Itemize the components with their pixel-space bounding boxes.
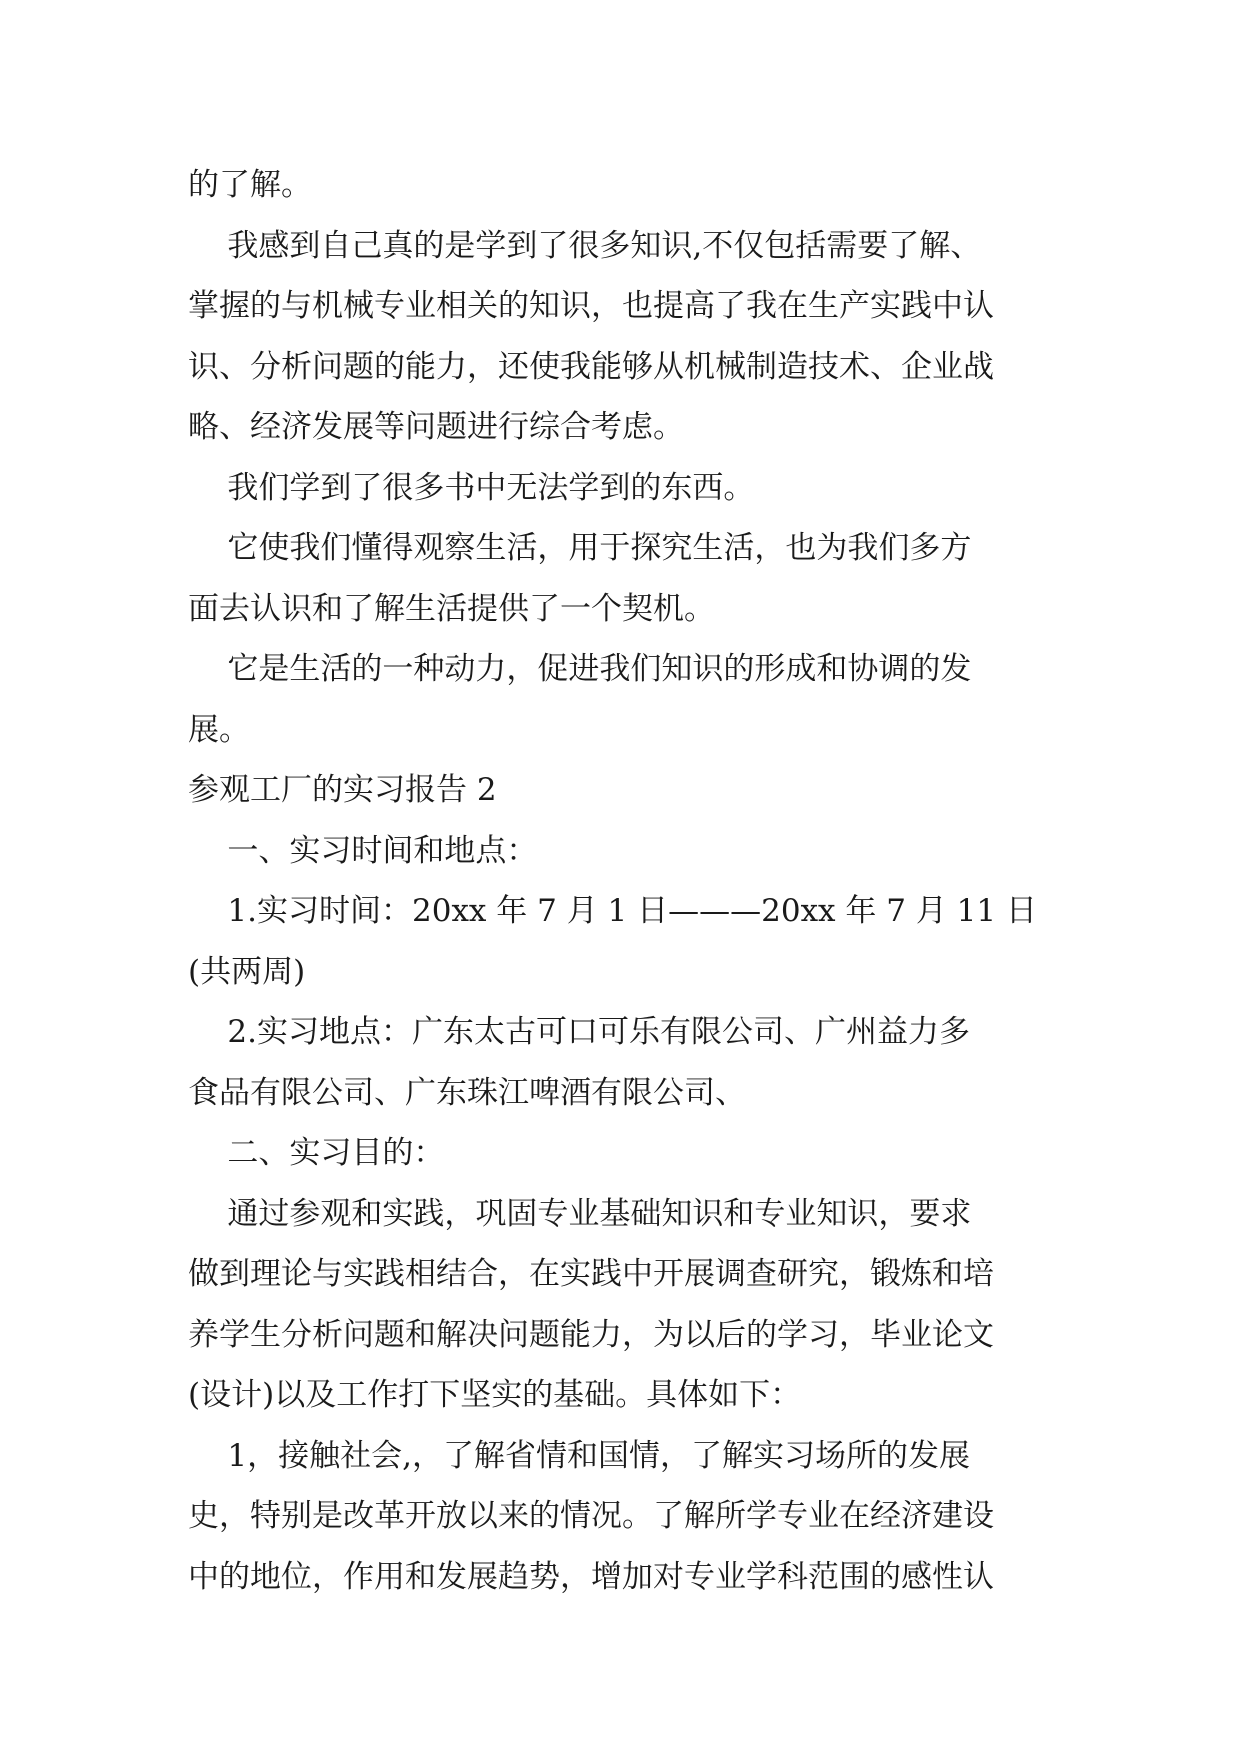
text-line: 它使我们懂得观察生活，用于探究生活，也为我们多方 bbox=[188, 530, 972, 566]
text-line: 二、实习目的： bbox=[188, 1135, 445, 1171]
text-line: 通过参观和实践，巩固专业基础知识和专业知识，要求 bbox=[188, 1195, 972, 1232]
text-line: 展。 bbox=[188, 711, 250, 748]
section-heading: 参观工厂的实习报告 2 bbox=[188, 772, 497, 808]
text-line: 2.实习地点：广东太古可口可乐有限公司、广州益力多 bbox=[188, 1014, 970, 1050]
text-line: 养学生分析问题和解决问题能力，为以后的学习，毕业论文 bbox=[188, 1316, 994, 1353]
text-line: 做到理论与实践相结合，在实践中开展调查研究，锻炼和培 bbox=[188, 1256, 994, 1292]
text-line: 我感到自己真的是学到了很多知识,不仅包括需要了解、 bbox=[188, 227, 982, 264]
text-line: 略、经济发展等问题进行综合考虑。 bbox=[188, 409, 684, 445]
text-line: 1，接触社会,，了解省情和国情，了解实习场所的发展 bbox=[188, 1437, 970, 1474]
text-line: 面去认识和了解生活提供了一个契机。 bbox=[188, 590, 715, 627]
text-line: 我们学到了很多书中无法学到的东西。 bbox=[188, 469, 755, 506]
text-line: 1.实习时间：20xx 年 7 月 1 日———20xx 年 7 月 11 日 bbox=[188, 893, 1037, 929]
text-line: 识、分析问题的能力，还使我能够从机械制造技术、企业战 bbox=[188, 348, 994, 385]
text-line: 一、实习时间和地点： bbox=[188, 832, 538, 869]
text-line: 中的地位，作用和发展趋势，增加对专业学科范围的感性认 bbox=[188, 1558, 994, 1595]
text-line: (共两周) bbox=[188, 953, 306, 990]
text-line: 它是生活的一种动力，促进我们知识的形成和协调的发 bbox=[188, 651, 972, 687]
text-line: 的了解。 bbox=[188, 167, 312, 203]
document-body bbox=[188, 155, 1088, 1607]
text-line: 史，特别是改革开放以来的情况。了解所学专业在经济建设 bbox=[188, 1498, 994, 1534]
text-line: 掌握的与机械专业相关的知识，也提高了我在生产实践中认 bbox=[188, 288, 994, 324]
text-line: 食品有限公司、广东珠江啤酒有限公司、 bbox=[188, 1074, 746, 1111]
text-line: (设计)以及工作打下坚实的基础。具体如下： bbox=[188, 1377, 802, 1413]
